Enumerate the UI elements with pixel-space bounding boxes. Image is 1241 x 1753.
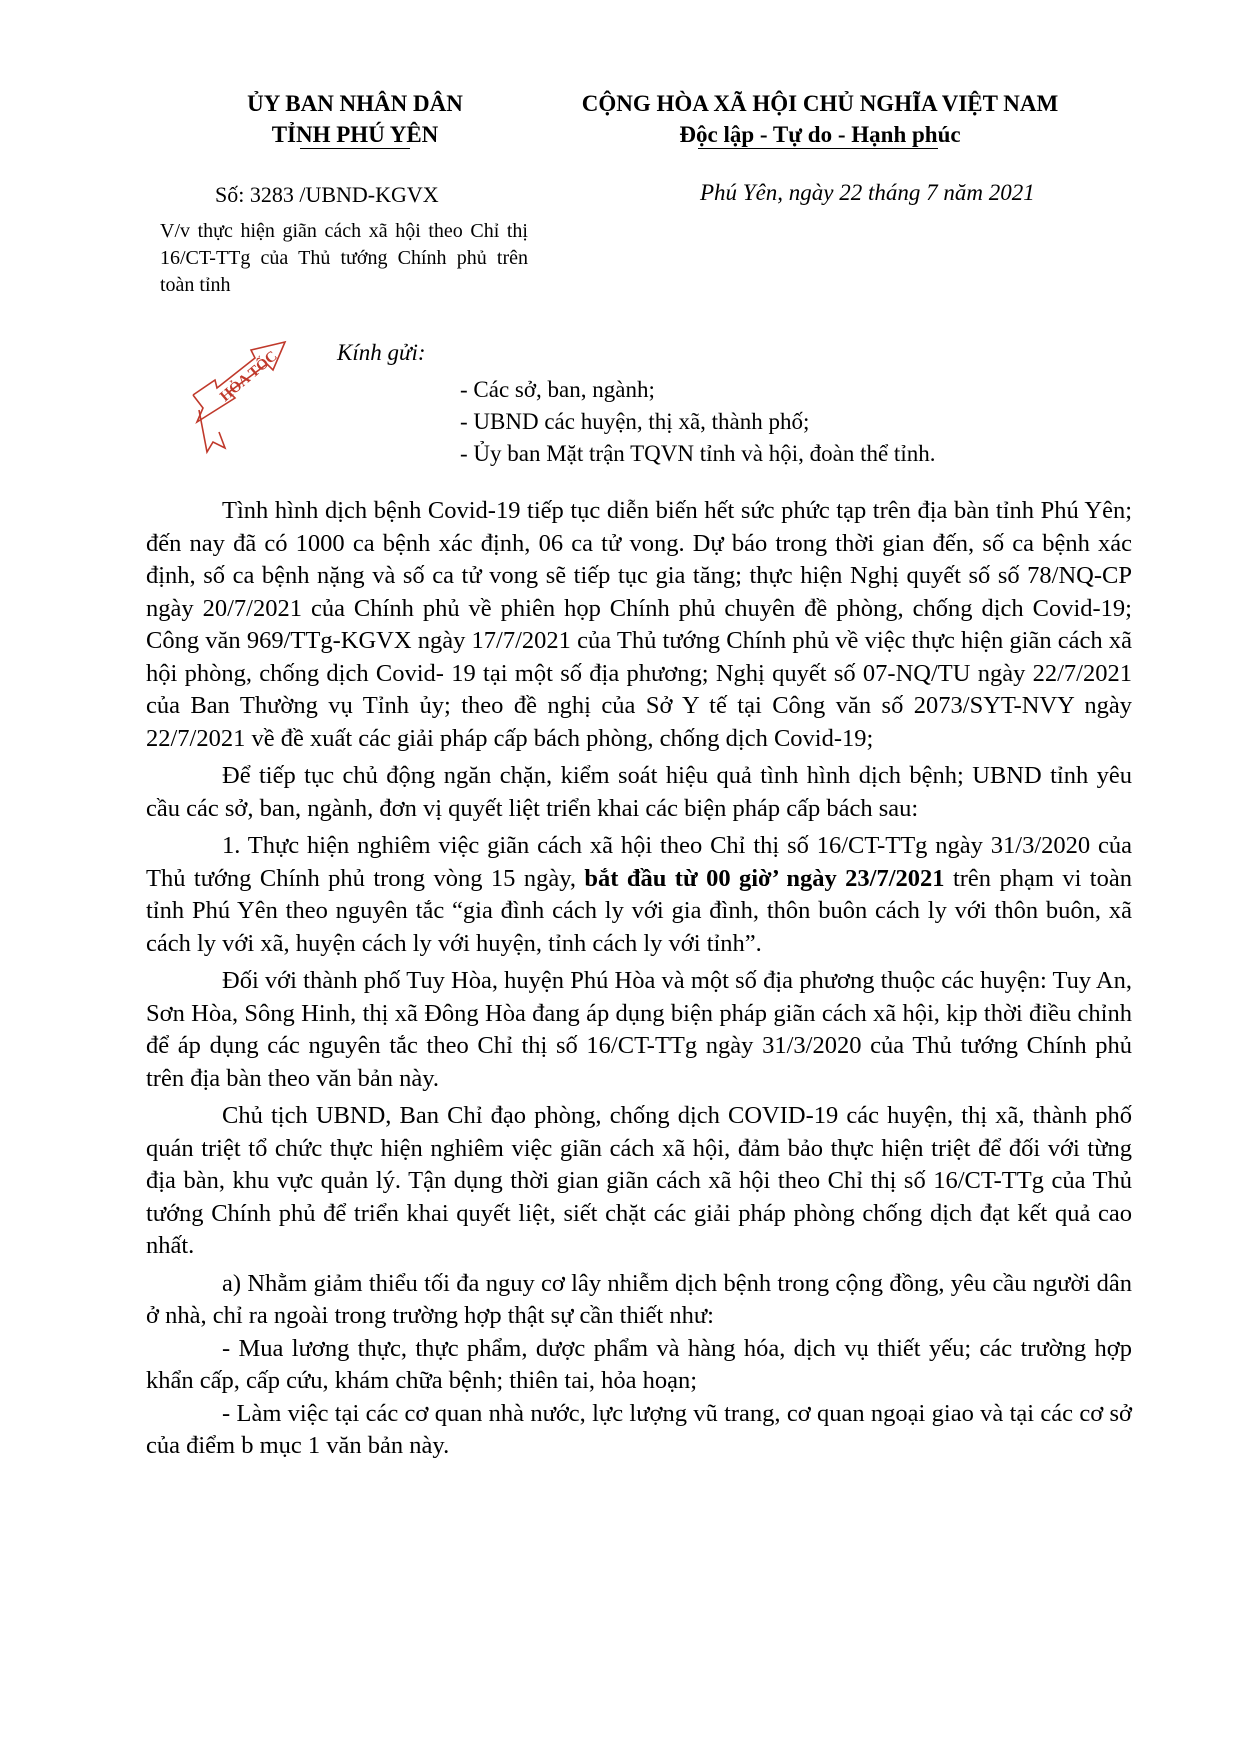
body-paragraph: Chủ tịch UBND, Ban Chỉ đạo phòng, chống dịch COVID-19 các huyện, thị xã, thành phố quán triệt tổ chức thực hiện nghiêm việc giãn cách xã hội, đảm bảo thực hiện triệt để đối với từng địa bàn, khu vực quản lý. Tận dụng thời gian giãn cách xã hội theo Chỉ thị số 16/CT-TTg của Thủ tướng Chính phủ để triển khai quyết liệt, siết chặt các giải pháp phòng chống dịch đạt kết quả cao nhất.	[146, 1102, 1132, 1259]
stamp-text: HỎA TỐC	[217, 348, 281, 406]
nation-line-1: CỘNG HÒA XÃ HỘI CHỦ NGHĨA VIỆT NAM	[581, 91, 1059, 116]
body-paragraph: Tình hình dịch bệnh Covid-19 tiếp tục diễn biến hết sức phức tạp trên địa bàn tỉnh Phú Yên; đến nay đã có 1000 ca bệnh xác định, 06 ca tử vong. Dự báo trong thời gian đến, số ca bệnh xác định, số ca bệnh nặng và số ca tử vong sẽ tiếp tục gia tăng; thực hiện Nghị quyết số số 78/NQ-CP ngày 20/7/2021 của Chính phủ về phiên họp Chính phủ chuyên đề phòng, chống dịch Covid-19; Công văn 969/TTg-KGVX ngày 17/7/2021 của Thủ tướng Chính phủ về việc thực hiện giãn cách xã hội phòng, chống dịch Covid- 19 tại một số địa phương; Nghị quyết số 07-NQ/TU ngày 22/7/2021 của Ban Thường vụ Tỉnh ủy; theo đề nghị của Sở Y tế tại Công văn số 2073/SYT-NVY ngày 22/7/2021 về đề xuất các giải pháp cấp bách phòng, chống dịch Covid-19;	[146, 497, 1132, 752]
body-paragraph: - Làm việc tại các cơ quan nhà nước, lực lượng vũ trang, cơ quan ngoại giao và tại các cơ sở của điểm b mục 1 văn bản này.	[146, 1399, 1132, 1459]
body-text: 1. Thực hiện nghiêm việc giãn cách xã hội theo Chỉ thị số 16/CT-TTg ngày 31/3/2020 của Thủ tướng Chính phủ trong vòng 15 ngày,	[146, 832, 1132, 892]
recipient-item: - Các sở, ban, ngành;	[460, 377, 655, 402]
agency-underline	[300, 148, 410, 149]
body-paragraph	[146, 830, 1132, 960]
recipient-item: - UBND các huyện, thị xã, thành phố;	[460, 409, 810, 434]
agency-line-1: ỦY BAN NHÂN DÂN	[247, 91, 463, 116]
recipient-item: - Ủy ban Mặt trận TQVN tỉnh và hội, đoàn thể tỉnh.	[460, 441, 936, 466]
nation-header	[520, 88, 1120, 150]
body-paragraph: - Mua lương thực, thực phẩm, dược phẩm và hàng hóa, dịch vụ thiết yếu; các trường hợp khẩn cấp, cấp cứu, khám chữa bệnh; thiên tai, hỏa hoạn;	[146, 1334, 1132, 1394]
document-body	[146, 495, 1132, 1463]
nation-underline	[698, 148, 938, 149]
document-number: Số: 3283 /UBND-KGVX	[215, 182, 439, 207]
body-paragraph: Đối với thành phố Tuy Hòa, huyện Phú Hòa và một số địa phương thuộc các huyện: Tuy An, Sơn Hòa, Sông Hinh, thị xã Đông Hòa đang áp dụng biện pháp giãn cách xã hội, kịp thời điều chỉnh để áp dụng các nguyên tắc theo Chỉ thị số 16/CT-TTg ngày 31/3/2020 của Thủ tướng Chính phủ trên địa bàn theo văn bản này.	[146, 967, 1132, 1092]
document-date: Phú Yên, ngày 22 tháng 7 năm 2021	[700, 180, 1035, 205]
urgent-stamp-icon	[185, 340, 320, 470]
agency-line-2: TỈNH PHÚ YÊN	[271, 122, 439, 147]
agency-header	[170, 88, 540, 150]
nation-line-2: Độc lập - Tự do - Hạnh phúc	[679, 122, 961, 147]
body-paragraph: Để tiếp tục chủ động ngăn chặn, kiểm soát hiệu quả tình hình dịch bệnh; UBND tỉnh yêu cầu các sở, ban, ngành, đơn vị quyết liệt triển khai các biện pháp cấp bách sau:	[146, 762, 1132, 822]
recipients-list	[460, 374, 935, 470]
body-bold-text: bắt đầu từ 00 giờ’ ngày 23/7/2021	[584, 864, 945, 892]
body-text: trên phạm vi toàn tỉnh Phú Yên theo nguyên tắc “gia đình cách ly với gia đình, thôn buôn cách ly với thôn buôn, xã cách ly với xã, huyện cách ly với huyện, tỉnh cách ly với tỉnh”.	[146, 864, 1132, 957]
recipients-label: Kính gửi:	[337, 340, 426, 365]
body-paragraph: a) Nhằm giảm thiểu tối đa nguy cơ lây nhiễm dịch bệnh trong cộng đồng, yêu cầu người dân ở nhà, chỉ ra ngoài trong trường hợp thật sự cần thiết như:	[146, 1269, 1132, 1329]
document-subject: V/v thực hiện giãn cách xã hội theo Chỉ thị 16/CT-TTg của Thủ tướng Chính phủ trên toàn tỉnh	[160, 220, 528, 296]
